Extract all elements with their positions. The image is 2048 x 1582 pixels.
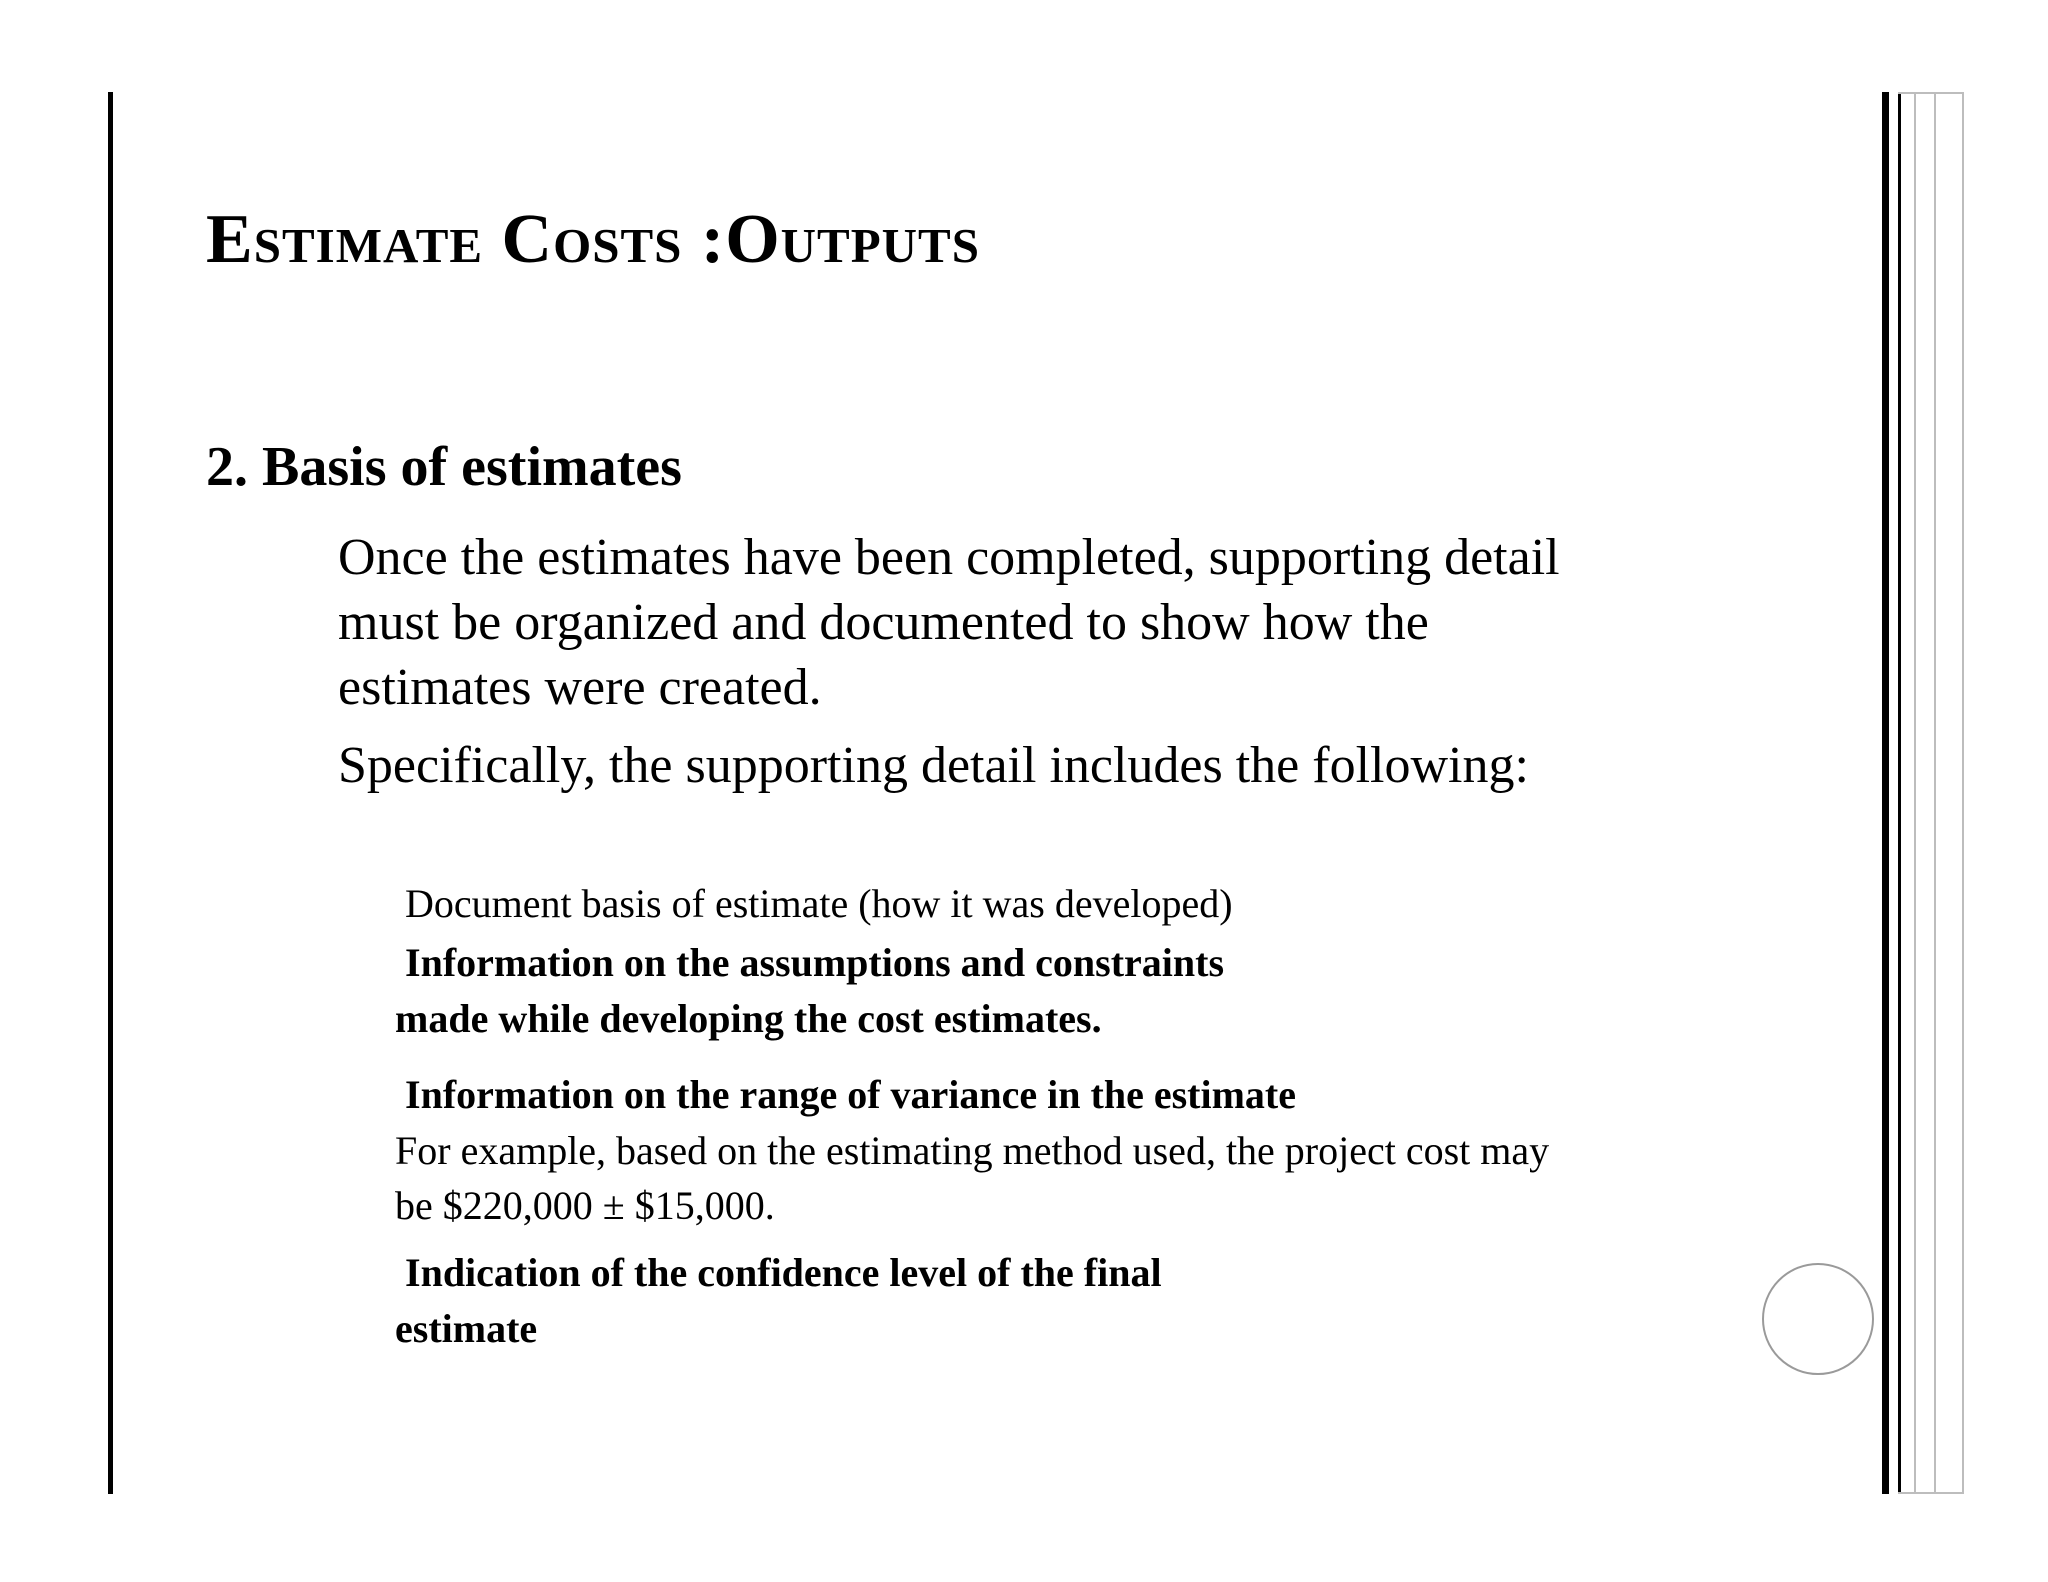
- right-frame-line-1: [1898, 92, 1901, 1494]
- right-frame-bottom-rule: [1898, 1492, 1964, 1494]
- right-frame-line-4: [1962, 92, 1964, 1494]
- right-frame-bar-thick: [1882, 92, 1889, 1494]
- section-heading: 2. Basis of estimates: [206, 436, 682, 498]
- list-item-confidence-line2: estimate: [395, 1306, 538, 1351]
- list-item-assumptions-line1: Information on the assumptions and constraints: [405, 940, 1225, 985]
- list-item-variance-example: For example, based on the estimating method used, the project cost may be $220,000 ± $15,000.: [395, 1128, 1550, 1228]
- list-item-basis-text: Document basis of estimate (how it was developed): [405, 881, 1233, 926]
- slide-circle-ornament: [1762, 1263, 1874, 1375]
- list-item-basis: [395, 876, 1595, 932]
- paragraph-intro: Once the estimates have been completed, supporting detail must be organized and documented to show how the estimates were created.: [338, 529, 1560, 716]
- list-item-assumptions: [395, 935, 1595, 1047]
- right-frame-top-rule: [1898, 92, 1964, 94]
- list-item-variance: [395, 1067, 1595, 1233]
- left-frame-bar: [108, 92, 113, 1494]
- right-frame-line-3: [1934, 92, 1936, 1494]
- right-frame-line-2: [1914, 92, 1916, 1494]
- slide-title: Estimate Costs :Outputs: [206, 201, 980, 278]
- list-item-variance-title: Information on the range of variance in the estimate: [405, 1072, 1296, 1117]
- list-item-confidence-line1: Indication of the confidence level of the final: [405, 1250, 1162, 1295]
- paragraph-specifically: Specifically, the supporting detail includes the following:: [338, 737, 1529, 794]
- list-item-confidence: [395, 1245, 1595, 1357]
- list-item-assumptions-line2: made while developing the cost estimates.: [395, 996, 1102, 1041]
